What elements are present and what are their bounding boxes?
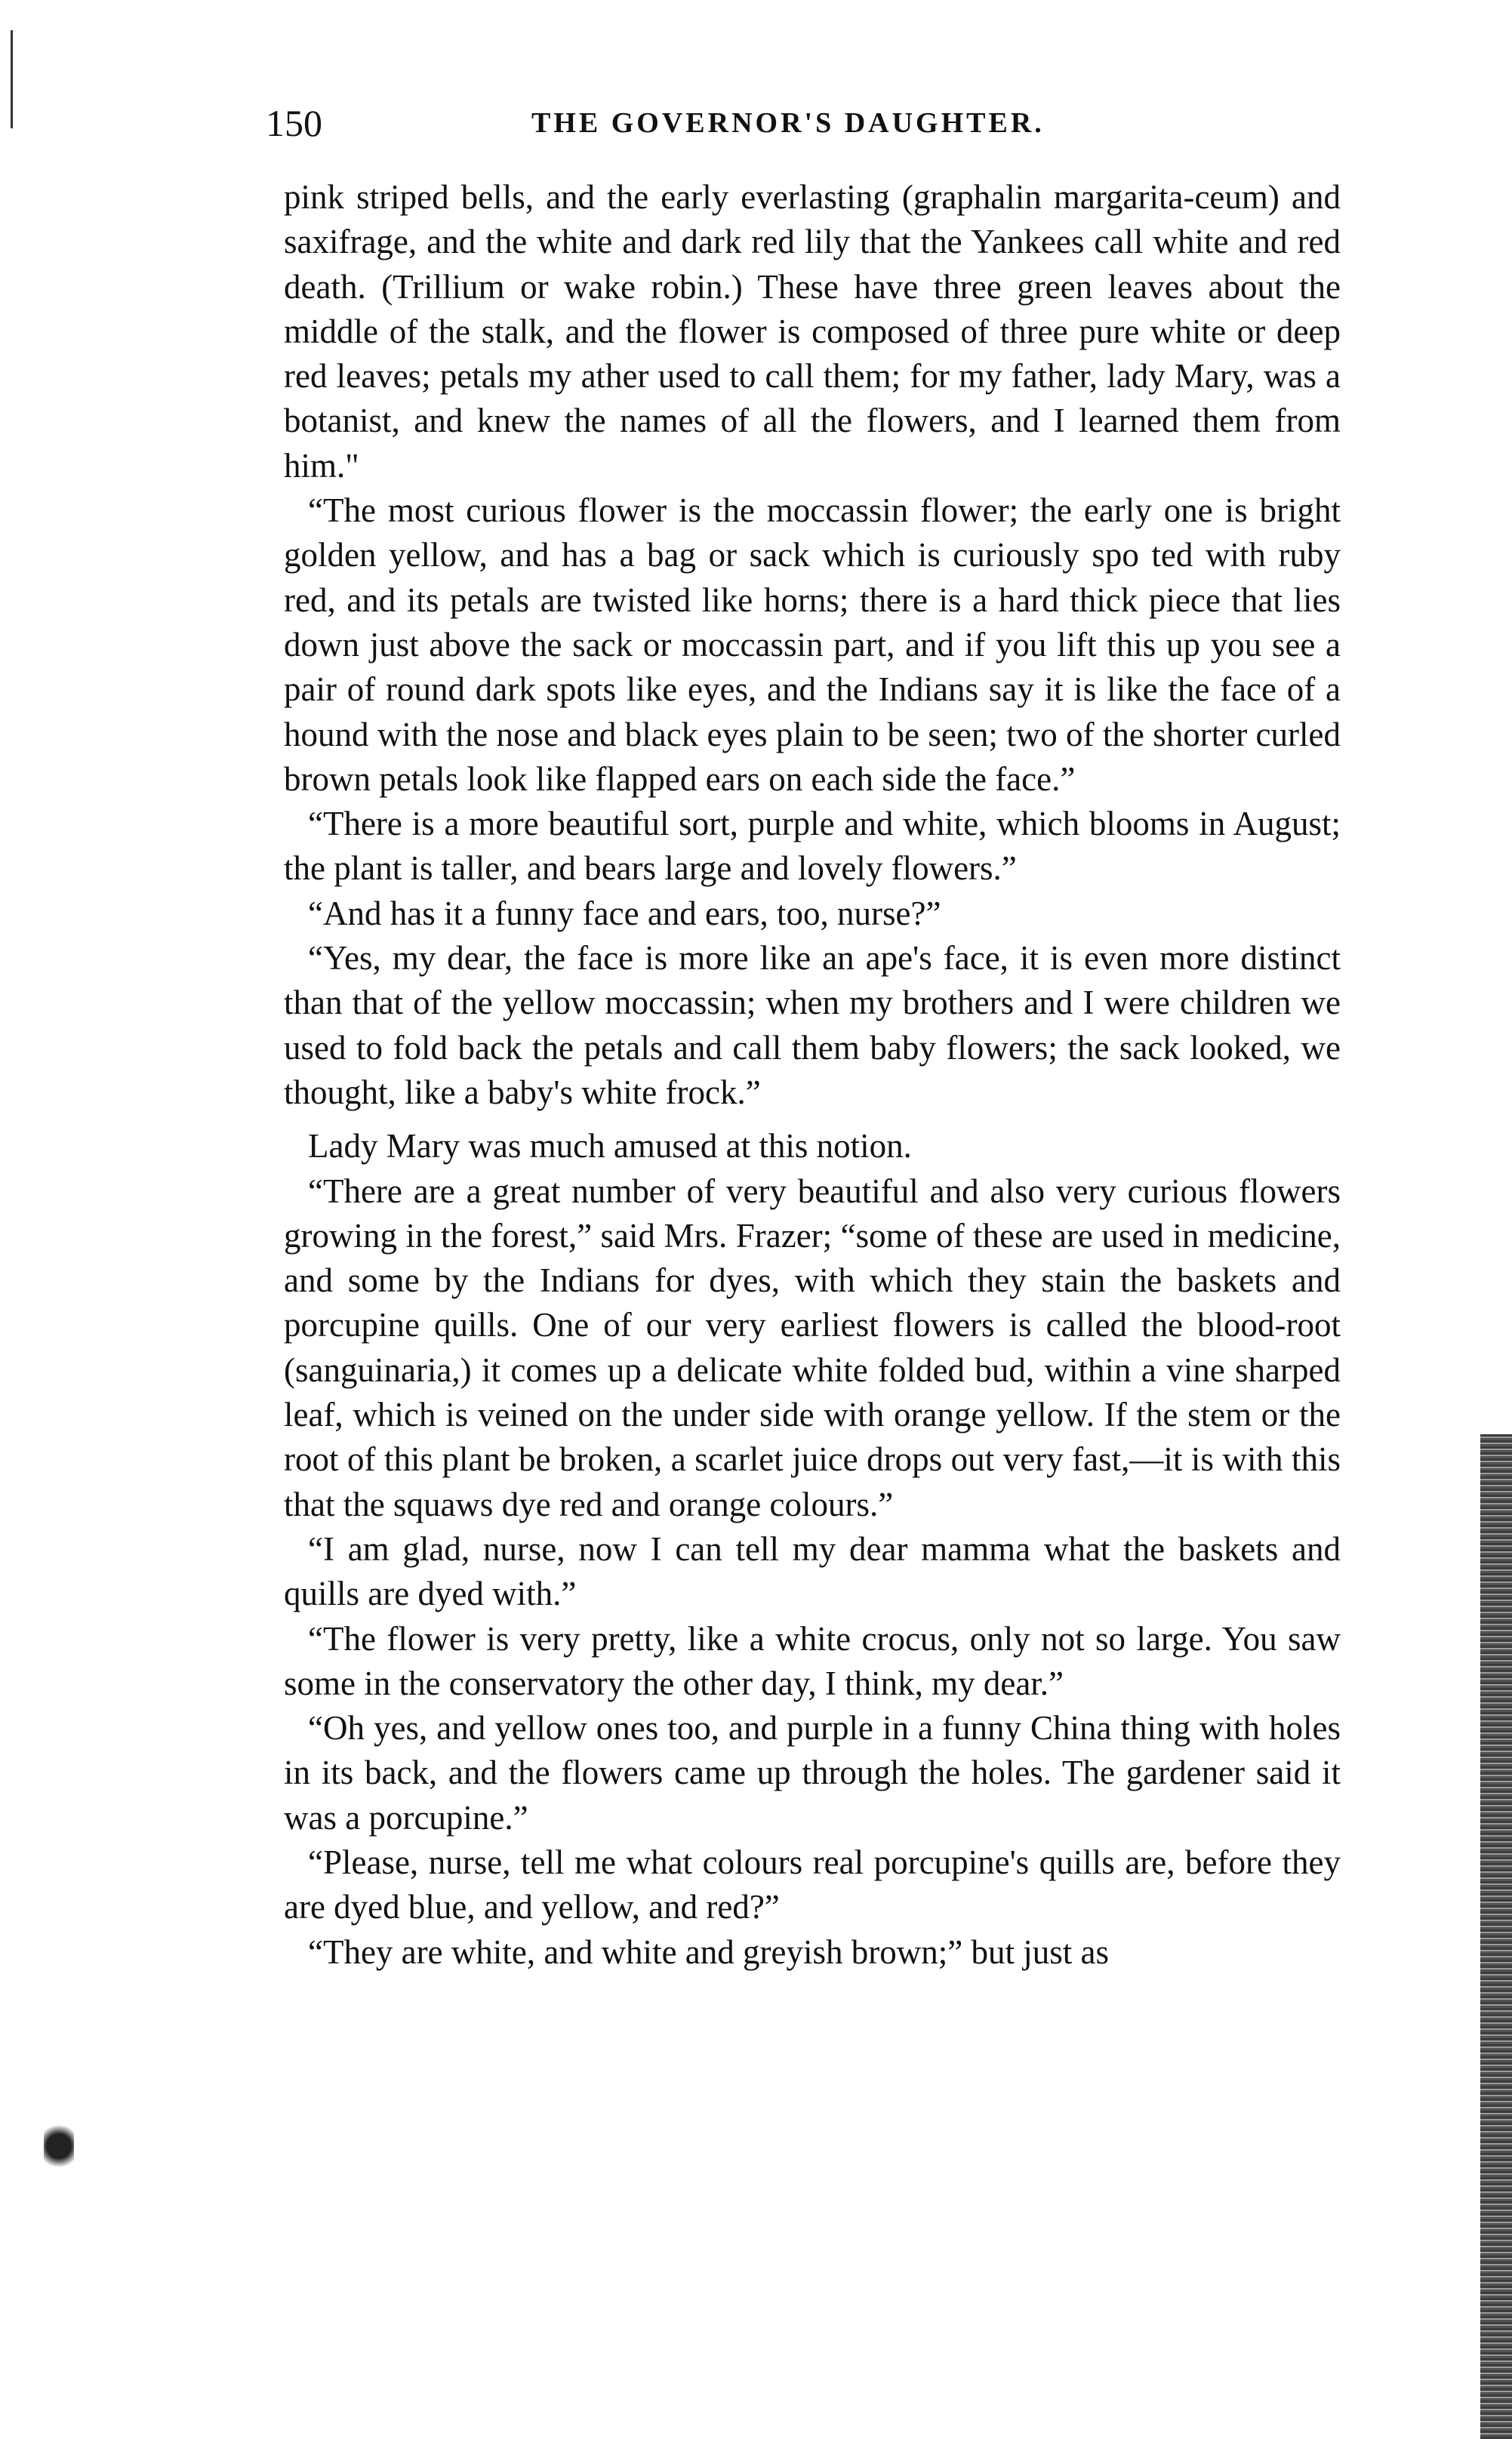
paragraph: “Please, nurse, tell me what colours real porcupine's quills are, before they are dyed blue, and yellow, and red?” xyxy=(284,1843,1341,1926)
page-header xyxy=(266,97,1338,149)
scan-artifact xyxy=(11,30,13,128)
paragraph: “The most curious flower is the moccassin flower; the early one is bright golden yellow, and has a bag or sack which is curiously spo ted with ruby red, and its petals are twisted like horns; there is a hard thick piece that lies down just above the sack or moccassin part, and if you lift this up you see a pair of round dark spots like eyes, and the Indians say it is like the face of a hound with the nose and black eyes plain to be seen; two of the shorter curled brown petals look like flapped ears on each side the face.” xyxy=(284,491,1341,798)
paragraph: “Oh yes, and yellow ones too, and purple in a funny China thing with holes in its back, and the flowers came up through the holes. The gardener said it was a porcupine.” xyxy=(284,1709,1341,1837)
body-text xyxy=(284,175,1341,1975)
paragraph: “I am glad, nurse, now I can tell my dear mamma what the baskets and quills are dyed with.” xyxy=(284,1529,1341,1613)
paragraph: “There are a great number of very beautiful and also very curious flowers growing in the forest,” said Mrs. Frazer; “some of these are used in medicine, and some by the Indians for dyes, with which they stain the baskets and porcupine quills. One of our very earliest flowers is called the blood-root (sanguinaria,) it comes up a delicate white folded bud, within a vine sharped leaf, which is veined on the under side with orange yellow. If the stem or the root of this plant be broken, a scarlet juice drops out very fast,—it is with this that the squaws dye red and orange colours.” xyxy=(284,1172,1341,1523)
paragraph: “There is a more beautiful sort, purple and white, which blooms in August; the plant is taller, and bears large and lovely flowers.” xyxy=(284,805,1341,888)
paragraph: pink striped bells, and the early everlasting (graphalin margarita-ceum) and saxifrage, and the white and dark red lily that the Yankees call white and red death. (Trillium or wake robin.) These have three green leaves about the middle of the stalk, and the flower is composed of three pure white or deep red leaves; petals my ather used to call them; for my father, lady Mary, was a botanist, and knew the names of all the flowers, and I learned them from him." xyxy=(284,178,1341,485)
paragraph: “Yes, my dear, the face is more like an ape's face, it is even more distinct than that of the yellow moccassin; when my brothers and I were children we used to fold back the petals and call them baby flowers; the sack looked, we thought, like a baby's white frock.” xyxy=(284,939,1341,1111)
page-edge xyxy=(1480,1434,1512,2439)
paragraph: “And has it a funny face and ears, too, nurse?” xyxy=(308,894,941,932)
paragraph: “They are white, and white and greyish brown;” but just as xyxy=(308,1932,1109,1971)
page-number: 150 xyxy=(266,102,322,144)
paragraph: Lady Mary was much amused at this notion. xyxy=(308,1127,912,1166)
paragraph: “The flower is very pretty, like a white crocus, only not so large. You saw some in the conservatory the other day, I think, my dear.” xyxy=(284,1619,1341,1702)
running-head: THE GOVERNOR'S DAUGHTER. xyxy=(531,107,1045,139)
scan-artifact xyxy=(44,2120,74,2173)
